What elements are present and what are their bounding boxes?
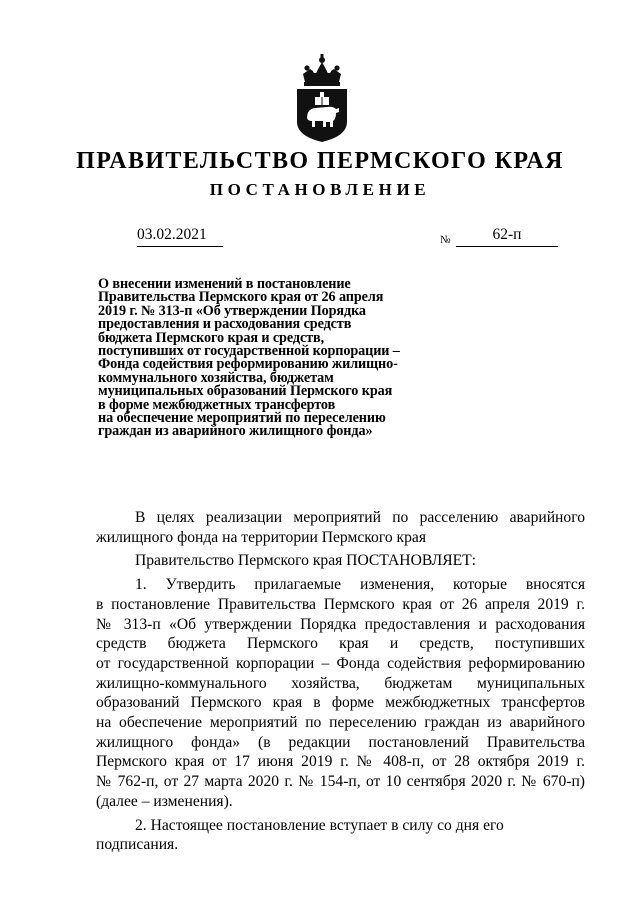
- subject-line: в форме межбюджетных трансфертов: [98, 396, 336, 413]
- subject-line: граждан из аварийного жилищного фонда»: [98, 423, 373, 440]
- document-body: [96, 508, 585, 859]
- preamble-line: В целях реализации мероприятий по расселению аварийного: [135, 509, 585, 526]
- document-number: 62-п: [456, 226, 558, 247]
- subject-line: поступивших от государственной корпорации –: [98, 343, 400, 360]
- item-1-line: от государственной корпорации – Фонда содействия реформированию: [96, 654, 585, 672]
- item-1-line: Пермского края от 17 июня 2019 г. № 408-п, от 28 октября 2019 г.: [96, 753, 585, 771]
- item-1-line: средств бюджета Пермского края и средств, поступивших: [96, 635, 585, 653]
- coat-of-arms-emblem: [293, 52, 351, 144]
- item-1-line: жилищно-коммунального хозяйства, бюджетам муниципальных: [96, 674, 585, 692]
- subject-line: предоставления и расходования средств: [98, 316, 352, 333]
- subject-line: муниципальных образований Пермского края: [98, 383, 393, 400]
- item-1-paragraph: [96, 575, 585, 811]
- item-1-line: № 313-п «Об утверждении Порядка предоставления и расходования: [96, 615, 585, 633]
- subject-line: коммунального хозяйства, бюджетам: [98, 369, 334, 386]
- item-1-line: в постановление Правительства Пермского края от 26 апреля 2019 г.: [96, 595, 585, 613]
- government-title: ПРАВИТЕЛЬСТВО ПЕРМСКОГО КРАЯ: [76, 148, 564, 174]
- resolves-paragraph: Правительство Пермского края ПОСТАНОВЛЯЕТ:: [135, 552, 476, 570]
- subject-line: Фонда содействия реформированию жилищно-: [98, 356, 398, 373]
- preamble-paragraph: [96, 508, 585, 547]
- number-sign: №: [440, 234, 451, 246]
- document-type: ПОСТАНОВЛЕНИЕ: [209, 180, 431, 199]
- item-1-line: № 762-п, от 27 марта 2020 г. № 154-п, от 10 сентября 2020 г. № 670-п): [96, 773, 585, 791]
- subject-line: О внесении изменений в постановление: [98, 276, 351, 292]
- subject-line: Правительства Пермского края от 26 апреля: [98, 289, 384, 306]
- item-1-line: на обеспечение мероприятий по переселению граждан из аварийного: [96, 714, 585, 732]
- item-2-paragraph: 2. Настоящее постановление вступает в силу со дня его подписания.: [96, 816, 504, 854]
- item-1-line: образований Пермского края в форме межбюджетных трансфертов: [96, 694, 585, 712]
- preamble-line: жилищного фонда на территории Пермского края: [96, 528, 427, 546]
- subject-line: бюджета Пермского края и средств,: [98, 329, 325, 346]
- document-date: 03.02.2021: [137, 226, 223, 247]
- item-1-line: 1. Утвердить прилагаемые изменения, которые вносятся: [135, 576, 585, 594]
- subject-line: на обеспечение мероприятий по переселению: [98, 410, 386, 427]
- subject-line: 2019 г. № 313-п «Об утверждении Порядка: [98, 302, 366, 319]
- item-1-line: жилищного фонда» (в редакции постановлений Правительства: [96, 733, 585, 751]
- item-1-line: (далее – изменения).: [96, 792, 233, 810]
- document-subject: [98, 278, 458, 439]
